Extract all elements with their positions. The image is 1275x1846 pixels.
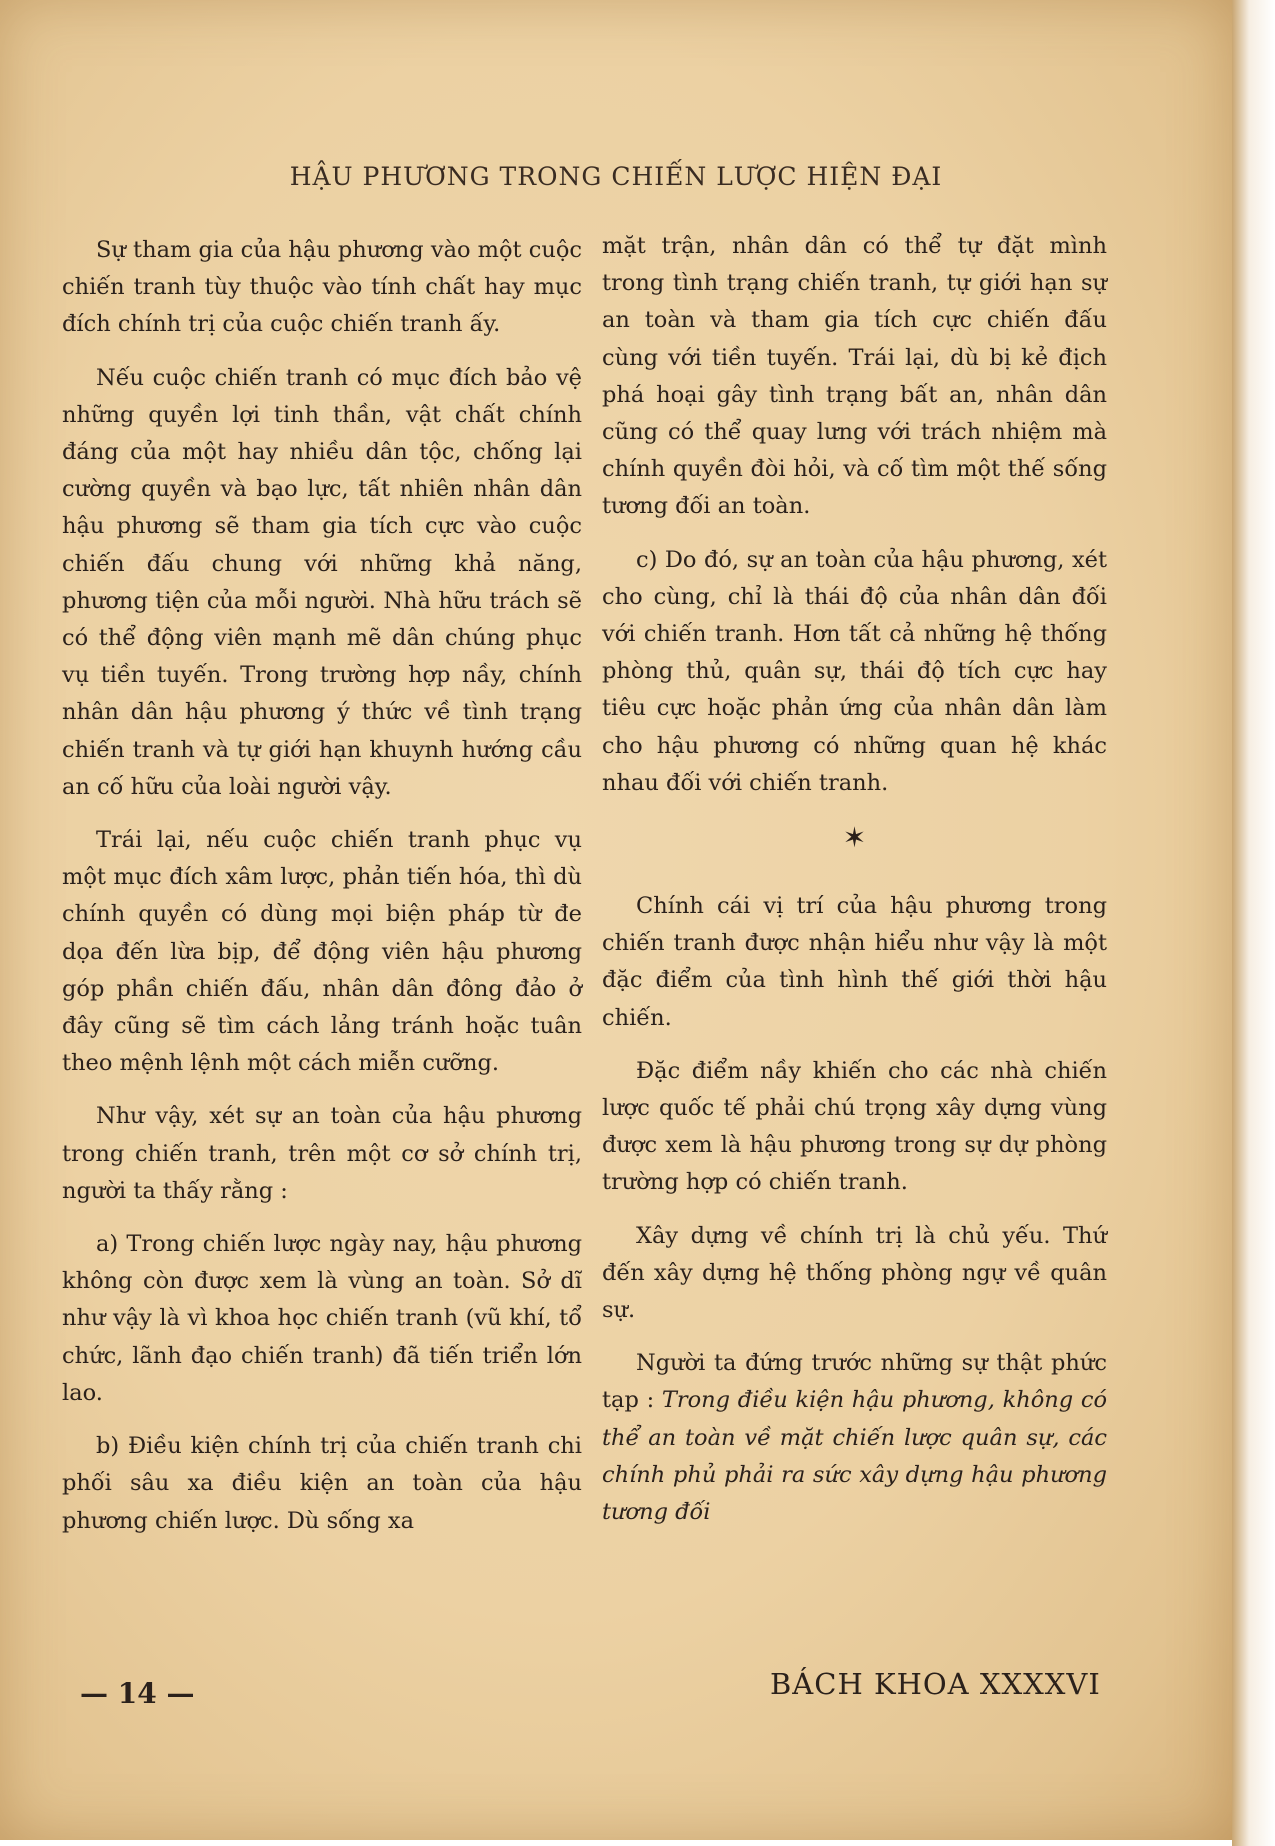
paragraph-intro: Người ta đứng trước những sự thật phức tạp : — [602, 1350, 1107, 1414]
paragraph: Nếu cuộc chiến tranh có mục đích bảo vệ những quyền lợi tinh thần, vật chất chính đáng của một hay nhiều dân tộc, chống lại cường quyền và bạo lực, tất nhiên nhân dân hậu phương sẽ tham gia tích cực vào cuộc chiến đấu chung với những khả năng, phương tiện của mỗi người. Nhà hữu trách sẽ có thể động viên mạnh mẽ dân chúng phục vụ tiền tuyến. Trong trường hợp nầy, chính nhân dân hậu phương ý thức về tình trạng chiến tranh và tự giới hạn khuynh hướng cầu an cố hữu của loài người vậy. — [62, 364, 582, 800]
paragraph: a) Trong chiến lược ngày nay, hậu phương không còn được xem là vùng an toàn. Sở dĩ như vậy là vì khoa học chiến tranh (vũ khí, tổ chức, lãnh đạo chiến tranh) đã tiến triển lớn lao. — [62, 1231, 582, 1406]
paragraph-continued: mặt trận, nhân dân có thể tự đặt mình trong tình trạng chiến tranh, tự giới hạn sự an toàn và tham gia tích cực chiến đấu cùng với tiền tuyến. Trái lại, dù bị kẻ địch phá hoại gây tình trạng bất an, nhân dân cũng có thể quay lưng với trách nhiệm mà chính quyền đòi hỏi, và cố tìm một thế sống tương đối an toàn. — [602, 233, 1107, 520]
running-head-title: HẬU PHƯƠNG TRONG CHIẾN LƯỢC HIỆN ĐẠI — [289, 162, 943, 191]
paragraph — [602, 1345, 1107, 1531]
section-separator-star-icon: ✶ — [842, 821, 867, 855]
paragraph: Như vậy, xét sự an toàn của hậu phương trong chiến tranh, trên một cơ sở chính trị, người ta thấy rằng : — [62, 1103, 582, 1204]
paragraph: Chính cái vị trí của hậu phương trong chiến tranh được nhận hiểu như vậy là một đặc điểm của tình hình thế giới thời hậu chiến. — [602, 893, 1107, 1031]
paragraph: b) Điều kiện chính trị của chiến tranh chi phối sâu xa điều kiện an toàn của hậu phương chiến lược. Dù sống xa — [62, 1433, 582, 1534]
paragraph: Đặc điểm nầy khiến cho các nhà chiến lược quốc tế phải chú trọng xây dựng vùng được xem là hậu phương trong sự dự phòng trường hợp có chiến tranh. — [602, 1057, 1107, 1196]
magazine-issue-label: BÁCH KHOA XXXXVI — [770, 1667, 1101, 1701]
left-column — [62, 232, 582, 1540]
paragraph-italic: Trong điều kiện hậu phương, không có thể an toàn về mặt chiến lược quân sự, các chính phủ phải ra sức xây dựng hậu phương tương đối — [602, 1387, 1107, 1526]
right-column — [602, 228, 1107, 1531]
paragraph: Trái lại, nếu cuộc chiến tranh phục vụ một mục đích xâm lược, phản tiến hóa, thì dù chính quyền có dùng mọi biện pháp từ đe dọa đến lừa bịp, để động viên hậu phương góp phần chiến đấu, nhân dân đông đảo ở đây cũng sẽ tìm cách lảng tránh hoặc tuân theo mệnh lệnh một cách miễn cưỡng. — [62, 827, 582, 1077]
paragraph: c) Do đó, sự an toàn của hậu phương, xét cho cùng, chỉ là thái độ của nhân dân đối với chiến tranh. Hơn tất cả những hệ thống phòng thủ, quân sự, thái độ tích cực hay tiêu cực hoặc phản ứng của nhân dân làm cho hậu phương có những quan hệ khác nhau đối với chiến tranh. — [602, 546, 1107, 796]
paragraph: Sự tham gia của hậu phương vào một cuộc chiến tranh tùy thuộc vào tính chất hay mục đích chính trị của cuộc chiến tranh ấy. — [62, 237, 582, 338]
paragraph: Xây dựng về chính trị là chủ yếu. Thứ đến xây dựng hệ thống phòng ngự về quân sự. — [602, 1222, 1107, 1324]
page-number: — 14 — — [80, 1677, 195, 1710]
page-edge — [1232, 0, 1275, 1846]
